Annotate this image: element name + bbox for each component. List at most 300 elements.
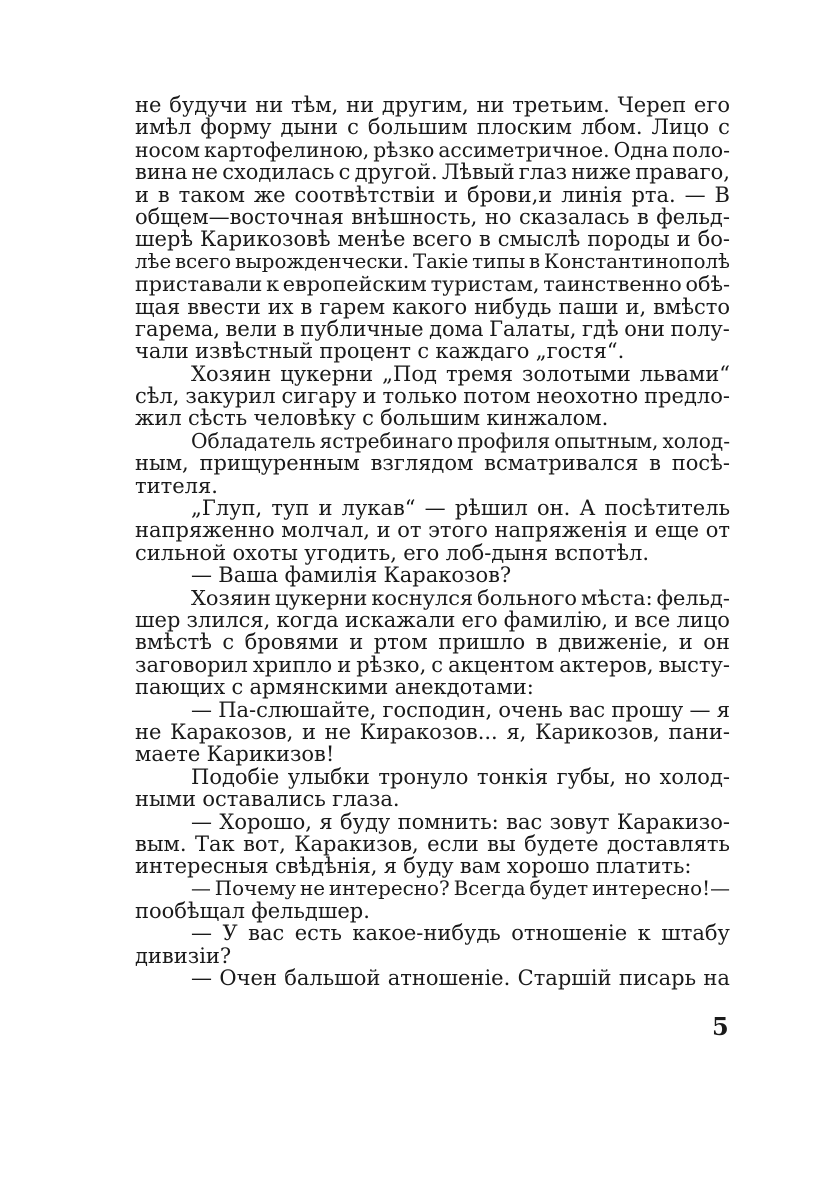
word: я xyxy=(319,809,333,834)
word: Почему xyxy=(214,876,297,900)
word: породы xyxy=(587,227,670,252)
word: злился, xyxy=(186,607,271,632)
word: коснулся xyxy=(371,585,474,610)
word: Каракозов? xyxy=(383,563,512,588)
word: он. xyxy=(536,496,571,521)
text-line xyxy=(135,676,730,698)
word: — xyxy=(684,182,706,207)
word: дивизіи? xyxy=(135,943,232,968)
word: львами“ xyxy=(639,361,730,386)
word: паши xyxy=(558,294,619,319)
word: Киракозов... xyxy=(359,719,498,744)
word: Хорошо, xyxy=(219,809,312,834)
word: с xyxy=(231,675,244,700)
word: Старшій xyxy=(517,966,612,991)
text-line xyxy=(135,788,730,810)
text-line xyxy=(135,385,730,407)
word: Череп xyxy=(617,93,687,117)
word: движеніе, xyxy=(558,630,669,655)
word: нибудь xyxy=(474,294,552,319)
text-line xyxy=(135,296,730,318)
word: тремя xyxy=(445,361,514,386)
word: взглядом xyxy=(370,451,474,476)
word: только xyxy=(382,384,458,409)
word: не xyxy=(191,160,218,185)
word: в xyxy=(649,451,661,476)
word: гарема, xyxy=(135,316,220,341)
word: форму xyxy=(200,115,272,140)
word: Галаты, xyxy=(489,316,577,341)
word: дома xyxy=(429,316,484,341)
word: вас xyxy=(248,921,285,946)
text-line xyxy=(135,94,730,116)
word: каждаго xyxy=(435,339,530,364)
word: — xyxy=(191,966,212,991)
word: А xyxy=(579,496,596,521)
word: посѣ- xyxy=(671,451,730,476)
word: и xyxy=(318,496,333,521)
word: ниже xyxy=(571,160,632,185)
page-number: 5 xyxy=(712,1012,729,1041)
word: Подобіе xyxy=(191,764,280,789)
word: их xyxy=(267,294,294,319)
word: и, xyxy=(625,294,647,319)
word: вмѣсто xyxy=(653,294,730,319)
word: общем—восточная xyxy=(135,204,344,229)
text-line xyxy=(135,161,730,183)
word: вырожденчески. xyxy=(234,249,410,273)
word: брови,и xyxy=(467,182,553,207)
text-line xyxy=(135,475,730,497)
word: и xyxy=(362,384,377,409)
word: всего xyxy=(412,227,473,252)
word: ными xyxy=(135,787,197,812)
word: платить: xyxy=(595,854,692,879)
word: с xyxy=(718,115,730,140)
word: — xyxy=(191,921,212,946)
word: другим, xyxy=(381,93,469,117)
text-line xyxy=(135,654,730,676)
word: интересныя xyxy=(135,854,269,879)
word: не xyxy=(135,93,162,117)
word: — xyxy=(191,563,212,588)
word: его xyxy=(403,540,440,565)
word: доставлять xyxy=(606,831,730,856)
word: с xyxy=(222,630,235,655)
word: ни xyxy=(255,93,284,117)
word: помнить: xyxy=(397,809,499,834)
word: — xyxy=(191,697,212,722)
word: всматривался xyxy=(484,451,639,476)
word: искажали xyxy=(344,607,456,632)
word: таинственно xyxy=(543,272,682,297)
word: вспотѣл. xyxy=(554,540,650,565)
text-line xyxy=(135,900,730,922)
word: молчал, xyxy=(281,518,370,543)
word: всего xyxy=(174,249,232,273)
word: улыбки xyxy=(287,764,370,789)
word: я xyxy=(716,697,730,722)
word: соотвѣтствіи xyxy=(294,182,436,207)
word: с xyxy=(338,160,351,185)
text-line xyxy=(135,139,730,161)
word: и xyxy=(614,607,629,632)
word: лицо xyxy=(676,607,730,632)
word: холод- xyxy=(659,764,730,789)
word: шер xyxy=(135,607,181,632)
word: опытным, xyxy=(554,428,659,453)
word: человѣку xyxy=(253,406,356,431)
word: вот, xyxy=(243,831,286,856)
word: ртом xyxy=(373,630,428,655)
word: в xyxy=(157,182,170,207)
word: полу- xyxy=(670,316,730,341)
word: третьим. xyxy=(512,93,610,117)
word: тонкія xyxy=(476,764,549,789)
word: имѣл xyxy=(135,115,192,140)
word: же xyxy=(253,182,286,207)
word: не xyxy=(300,876,326,900)
word: он xyxy=(703,630,730,655)
word: большим xyxy=(367,115,468,140)
word: приставали xyxy=(135,272,263,297)
word: от xyxy=(397,518,422,543)
word: губы, xyxy=(556,764,616,789)
text-line xyxy=(135,878,730,900)
word: внѣшность, xyxy=(351,204,478,229)
word: — xyxy=(689,697,711,722)
word: мѣста: xyxy=(581,585,653,610)
word: хорошо xyxy=(506,854,590,879)
word: будучи xyxy=(169,93,248,117)
word: гдѣ xyxy=(582,316,619,341)
word: прищуренным xyxy=(199,451,360,476)
word: Обладатель xyxy=(191,428,316,453)
word: сѣл, xyxy=(135,384,180,409)
word: вас xyxy=(506,809,543,834)
word: ни xyxy=(476,93,505,117)
word: не xyxy=(135,719,162,744)
word: предло- xyxy=(644,384,730,409)
word: бо- xyxy=(697,227,730,252)
word: к xyxy=(637,921,651,946)
word: Лѣвый xyxy=(441,160,515,185)
text-line xyxy=(135,452,730,474)
word: с xyxy=(431,652,444,677)
word: фельд- xyxy=(656,585,730,610)
text-line xyxy=(135,497,730,519)
word: ным, xyxy=(135,451,189,476)
word: отношеніе xyxy=(511,921,628,946)
word: и xyxy=(376,518,391,543)
word: фамилію, xyxy=(503,607,609,632)
word: буду xyxy=(339,809,391,834)
word: посѣтитель xyxy=(604,496,730,521)
word: Очен xyxy=(219,966,277,991)
word: бальшой xyxy=(284,966,381,991)
word: дыни xyxy=(280,115,339,140)
word: ввести xyxy=(187,294,261,319)
word: ассиметричное. xyxy=(438,137,610,162)
word: другой. xyxy=(354,160,438,185)
word: картофелиною, xyxy=(204,137,370,162)
word: сильной xyxy=(135,540,227,565)
word: Каракизов, xyxy=(294,831,419,856)
word: глаза. xyxy=(332,787,400,812)
word: хрипло xyxy=(252,652,333,677)
word: таком xyxy=(178,182,245,207)
word: в xyxy=(636,204,649,229)
word: В xyxy=(714,182,730,207)
word: Одна xyxy=(613,137,669,162)
word: все xyxy=(634,607,671,632)
word: профиля xyxy=(457,428,551,453)
word: глаз xyxy=(518,160,568,185)
word: — xyxy=(191,876,211,900)
word: если xyxy=(427,831,479,856)
word: чали xyxy=(135,339,189,364)
text-line xyxy=(135,967,730,989)
word: этого xyxy=(428,518,488,543)
word: Каракизо- xyxy=(616,809,730,834)
word: праваго, xyxy=(635,160,730,185)
word: Карикизов! xyxy=(206,742,335,767)
word: Хозяин xyxy=(191,361,272,386)
word: я xyxy=(383,854,397,879)
text-line xyxy=(135,922,730,944)
text-line xyxy=(135,116,730,138)
word: свѣдѣнія, xyxy=(274,854,378,879)
word: я, xyxy=(506,719,527,744)
word: и xyxy=(678,630,693,655)
word: Лицо xyxy=(651,115,710,140)
word: цукерни xyxy=(280,361,374,386)
word: еще xyxy=(654,518,700,543)
word: золотыми xyxy=(522,361,631,386)
word: — xyxy=(191,809,212,834)
word: Па-слюшайте, xyxy=(218,697,377,722)
word: типы xyxy=(472,249,526,273)
word: Хозяин xyxy=(191,585,271,610)
word: „Под xyxy=(382,361,437,386)
text-line xyxy=(135,743,730,765)
word: пообѣщал xyxy=(135,899,245,924)
word: обѣ- xyxy=(685,272,730,297)
word: в xyxy=(528,249,541,273)
word: очень xyxy=(498,697,563,722)
word: его xyxy=(693,93,730,117)
text-line xyxy=(135,699,730,721)
word: и xyxy=(444,182,459,207)
word: сказалась xyxy=(519,204,630,229)
word: туристам, xyxy=(430,272,540,297)
word: в xyxy=(300,294,313,319)
word: носом xyxy=(135,137,201,162)
word: пришло xyxy=(438,630,526,655)
text-line xyxy=(135,430,730,452)
word: в xyxy=(478,227,491,252)
word: писарь xyxy=(618,966,697,991)
text-line xyxy=(135,631,730,653)
text-line xyxy=(135,855,730,877)
word: сходилась xyxy=(222,160,335,185)
word: будет xyxy=(529,876,589,900)
word: и xyxy=(349,630,364,655)
word: кинжалом. xyxy=(486,406,609,431)
word: лбом. xyxy=(580,115,643,140)
word: армянскими xyxy=(249,675,389,700)
word: туп xyxy=(271,496,310,521)
word: Карикозовѣ xyxy=(200,227,331,252)
text-line xyxy=(135,542,730,564)
word: смыслѣ xyxy=(497,227,581,252)
word: Такіе xyxy=(413,249,469,273)
word: тѣм, xyxy=(291,93,339,117)
text-line xyxy=(135,945,730,967)
word: плоским xyxy=(476,115,572,140)
word: вели xyxy=(225,316,278,341)
word: прошу xyxy=(611,697,684,722)
word: оставались xyxy=(202,787,326,812)
word: его xyxy=(461,607,498,632)
word: тителя. xyxy=(135,473,218,498)
word: маете xyxy=(135,742,201,767)
word: напряженія xyxy=(494,518,628,543)
word: не xyxy=(324,719,352,744)
word: с xyxy=(347,115,359,140)
word: рта. xyxy=(631,182,676,207)
word: есть xyxy=(294,921,342,946)
word: бровями xyxy=(244,630,339,655)
word: высту- xyxy=(658,652,730,677)
word: они xyxy=(624,316,665,341)
word: лукав“ xyxy=(341,496,416,521)
word: буду xyxy=(403,854,454,879)
text-line xyxy=(135,363,730,385)
text-line xyxy=(135,833,730,855)
word: анекдотами: xyxy=(394,675,534,700)
word: вым. xyxy=(135,831,187,856)
word: охоты xyxy=(232,540,298,565)
word: и xyxy=(301,719,316,744)
word: атношеніе. xyxy=(387,966,511,991)
word: актеров, xyxy=(559,652,654,677)
word: лѣе xyxy=(135,249,172,273)
word: лоб-дыня xyxy=(445,540,549,565)
word: гарем xyxy=(319,294,386,319)
word: „гостя“. xyxy=(535,339,625,364)
word: вам xyxy=(459,854,501,879)
word: угодить, xyxy=(304,540,397,565)
word: рѣзко xyxy=(373,137,435,162)
word: и xyxy=(634,518,649,543)
word: фамилія xyxy=(284,563,378,588)
word: пани- xyxy=(668,719,730,744)
word: от xyxy=(705,518,730,543)
word: потом xyxy=(463,384,531,409)
word: неохотно xyxy=(536,384,639,409)
word: Карикозов, xyxy=(535,719,660,744)
word: и xyxy=(676,227,691,252)
word: Ваша xyxy=(218,563,279,588)
word: менѣе xyxy=(337,227,406,252)
word: тронуло xyxy=(378,764,469,789)
word: в xyxy=(282,316,295,341)
word: вина xyxy=(135,160,188,185)
word: к xyxy=(266,272,280,297)
word: заговорил xyxy=(135,652,248,677)
text-line xyxy=(135,318,730,340)
word: ястребинаго xyxy=(319,428,454,453)
word: жил xyxy=(135,406,182,431)
word: извѣстный xyxy=(195,339,314,364)
word: когда xyxy=(276,607,339,632)
word: Всегда xyxy=(453,876,526,900)
word: и xyxy=(337,652,352,677)
word: с xyxy=(417,339,430,364)
word: Константинополѣ xyxy=(543,249,730,273)
word: но xyxy=(624,764,652,789)
text-line xyxy=(135,587,730,609)
text-line xyxy=(135,206,730,228)
text-line xyxy=(135,407,730,429)
word: Так xyxy=(194,831,235,856)
text-line xyxy=(135,811,730,833)
text-line xyxy=(135,564,730,586)
word: какое-нибудь xyxy=(352,921,501,946)
word: „Глуп, xyxy=(191,496,263,521)
word: будете xyxy=(524,831,599,856)
word: какого xyxy=(392,294,468,319)
text-line xyxy=(135,609,730,631)
word: европейским xyxy=(282,272,427,297)
word: шерѣ xyxy=(135,227,194,252)
word: больного xyxy=(477,585,578,610)
word: публичные xyxy=(300,316,424,341)
word: ни xyxy=(346,93,375,117)
word: штабу xyxy=(661,921,730,946)
word: но xyxy=(484,204,512,229)
word: зовут xyxy=(549,809,610,834)
text-line xyxy=(135,519,730,541)
text-line xyxy=(135,721,730,743)
word: сѣсть xyxy=(187,406,248,431)
word: вы xyxy=(487,831,516,856)
word: поло- xyxy=(672,137,730,162)
word: в xyxy=(535,630,548,655)
word: и xyxy=(135,182,149,207)
word: фельд- xyxy=(656,204,730,229)
word: с xyxy=(362,406,374,431)
word: вас xyxy=(569,697,606,722)
word: напряженно xyxy=(135,518,275,543)
word: интересно? xyxy=(328,876,450,900)
word: холод- xyxy=(662,428,730,453)
word: У xyxy=(222,921,238,946)
text-line xyxy=(135,251,730,273)
word: акцентом xyxy=(448,652,555,677)
word: закурил xyxy=(185,384,276,409)
word: фельдшер. xyxy=(251,899,370,924)
word: рѣзко, xyxy=(356,652,427,677)
word: щая xyxy=(135,294,181,319)
word: — xyxy=(424,496,446,521)
text-line xyxy=(135,184,730,206)
word: линія xyxy=(561,182,623,207)
text-line xyxy=(135,273,730,295)
word: сигару xyxy=(281,384,357,409)
word: вмѣстѣ xyxy=(135,630,212,655)
